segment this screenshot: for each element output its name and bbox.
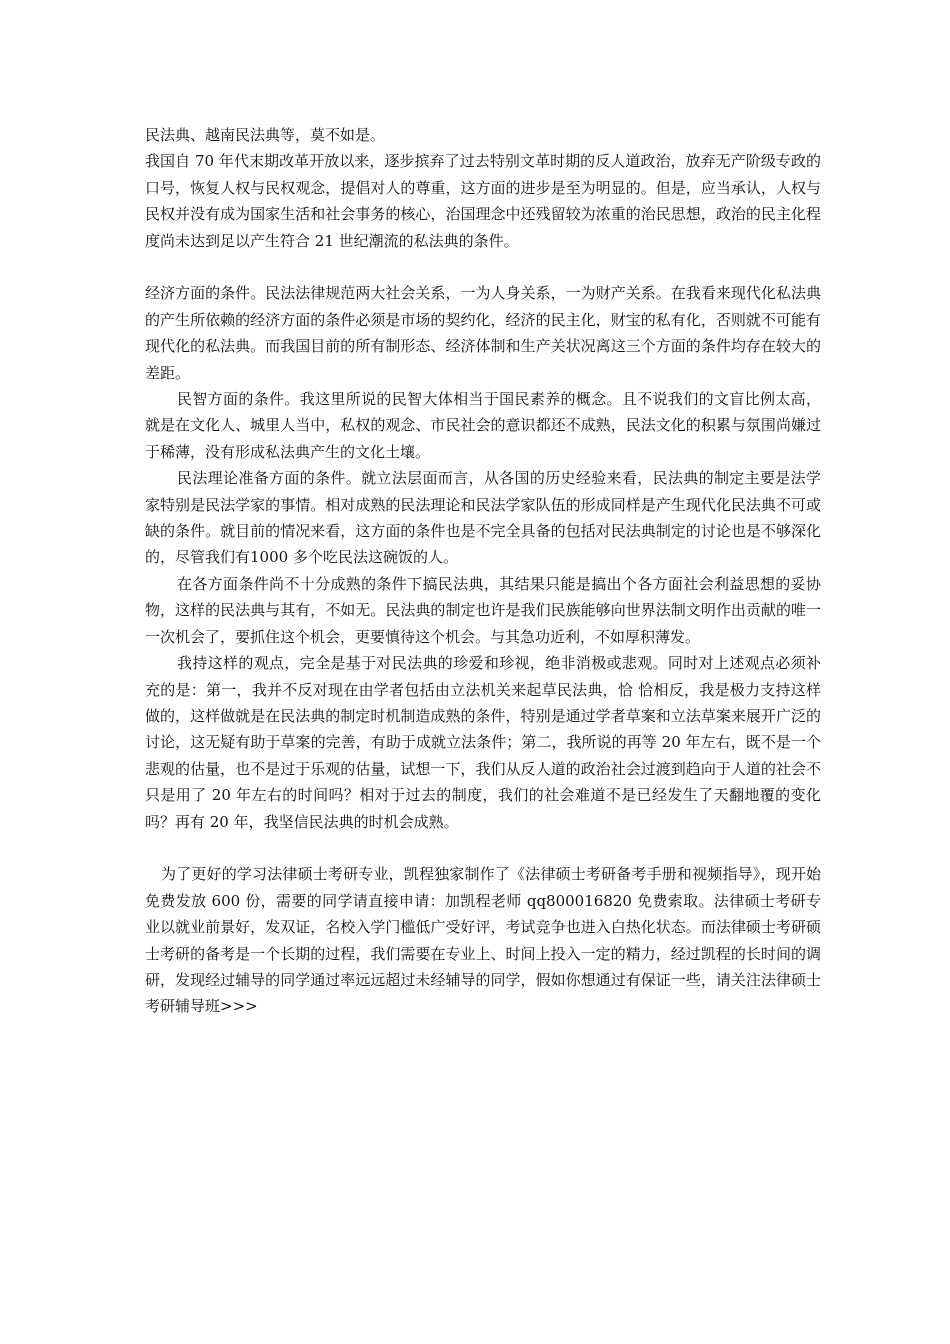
paragraph-conclusion: 在各方面条件尚不十分成熟的条件下搞民法典，其结果只能是搞出个各方面社会利益思想的妥协物，这样的民法典与其有，不如无。民法典的制定也许是我们民族能够向世界法制文明作出贡献的唯一一次机会了，要抓住这个机会，更要慎待这个机会。与其急功近利，不如厚积薄发。 — [145, 574, 821, 646]
paragraph-economic-conditions: 经济方面的条件。民法法律规范两大社会关系，一为人身关系，一为财产关系。在我看来现代化私法典的产生所依赖的经济方面的条件必须是市场的契约化，经济的民主化，财宝的私有化，否则就不可能有现代化的私法典。而我国目前的所有制形态、经济体制和生产关状况离这三个方面的条件均存在较大的差距。 — [145, 284, 821, 382]
paragraph-advertisement: 为了更好的学习法律硕士考研专业，凯程独家制作了《法律硕士考研备考手册和视频指导》，现开始免费发放 600 份，需要的同学请直接申请：加凯程老师 qq800016820 免费索取。法律硕士考研专业以就业前景好，发双证，名校入学门槛低广受好评，考试竞争也进入白热化状态。而法律硕士考研硕士考研的备考是一个长期的过程，我们需要在专业上、时间上投入一定的精力，经过凯程的长时间的调研，发现经过辅导的同学通过率远远超过未经辅导的同学，假如你想通过有保证一些，请关注法律硕士考研辅导班>>> — [145, 865, 821, 1016]
paragraph-political-conditions: 我国自 70 年代末期改革开放以来，逐步摈弃了过去特别文革时期的反人道政治，放弃无产阶级专政的口号，恢复人权与民权观念，提倡对人的尊重，这方面的进步是至为明显的。但是，应当承认，人权与民权并没有成为国家生活和社会事务的核心，治国理念中还残留较为浓重的治民思想，政治的民主化程度尚未达到足以产生符合 21 世纪潮流的私法典的条件。 — [145, 152, 821, 250]
paragraph-gap — [145, 254, 821, 280]
paragraph-intro-fragment: 民法典、越南民法典等，莫不如是。 — [145, 126, 386, 144]
document-page — [145, 122, 821, 1020]
paragraph-author-view: 我持这样的观点，完全是基于对民法典的珍爱和珍视，绝非消极或悲观。同时对上述观点必须补充的是：第一，我并不反对现在由学者包括由立法机关来起草民法典，恰 恰相反，我是极力支持这样做的，这样做就是在民法典的制定时机制造成熟的条件，特别是通过学者草案和立法草案来展开广泛的讨论，这无疑有助于草案的完善，有助于成就立法条件；第二，我所说的再等 20 年左右，既不是一个悲观的估量，也不是过于乐观的估量，试想一下，我们从反人道的政治社会过渡到趋向于人道的社会不只是用了 20 年左右的时间吗？相对于过去的制度，我们的社会难道不是已经发生了天翻地覆的变化吗？再有 20 年，我坚信民法典的时机会成熟。 — [145, 654, 821, 831]
paragraph-gap — [145, 835, 821, 861]
paragraph-civic-conditions: 民智方面的条件。我这里所说的民智大体相当于国民素养的概念。且不说我们的文盲比例太高，就是在文化人、城里人当中，私权的观念、市民社会的意识都还不成熟，民法文化的积累与氛围尚嫌过于稀薄，没有形成私法典产生的文化土壤。 — [145, 390, 821, 461]
paragraph-theory-conditions: 民法理论准备方面的条件。就立法层面而言，从各国的历史经验来看，民法典的制定主要是法学家特别是民法学家的事情。相对成熟的民法理论和民法学家队伍的形成同样是产生现代化民法典不可或缺的条件。就目前的情况来看，这方面的条件也是不完全具备的包括对民法典制定的讨论也是不够深化的，尽管我们有1000 多个吃民法这碗饭的人。 — [145, 469, 821, 567]
